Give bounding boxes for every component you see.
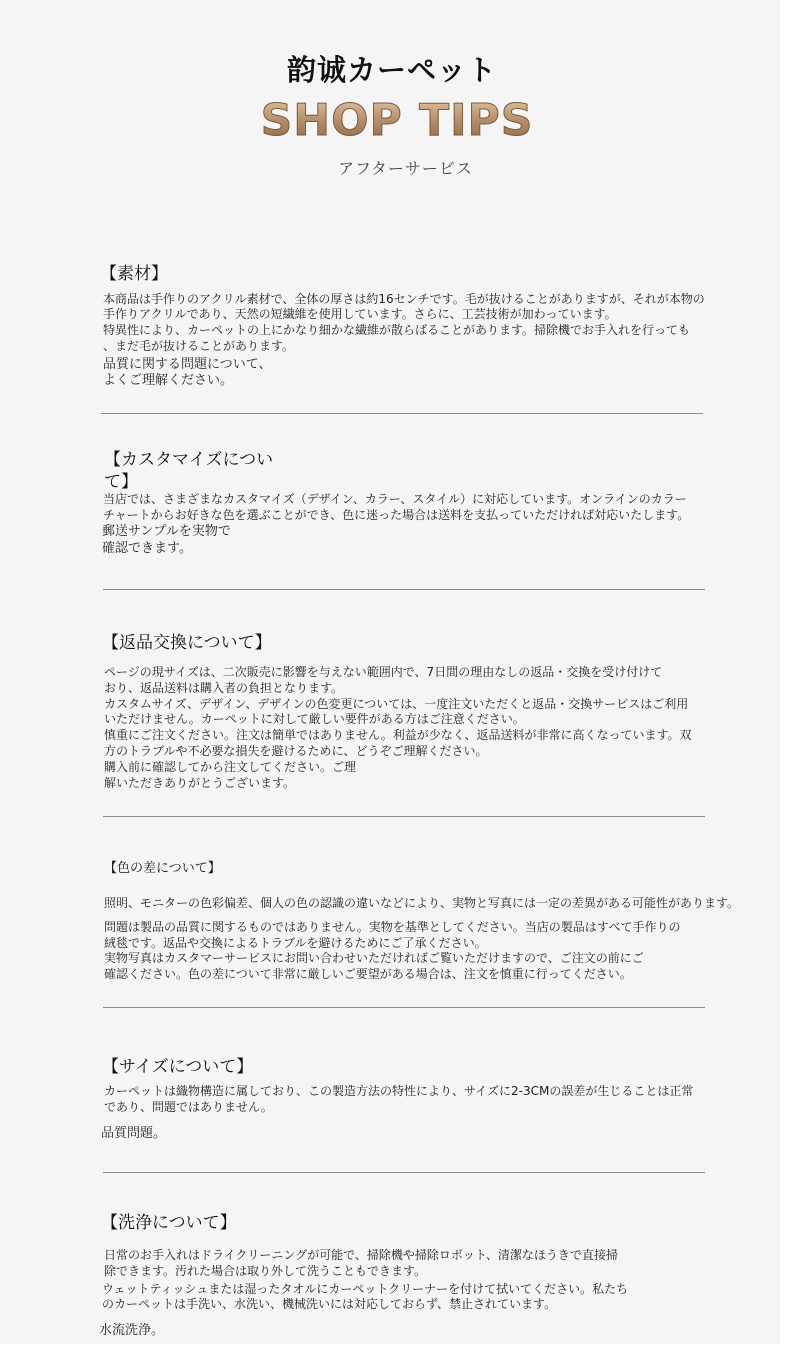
logo-subtitle: アフターサービス <box>338 159 473 178</box>
section-heading-color-difference: 【色の差について】 <box>104 861 221 876</box>
section-heading-size: 【サイズについて】 <box>102 1057 254 1077</box>
cleaning-line-3: ウェットティッシュまたは湿ったタオルにカーペットクリーナーを付けて拭いてください。私たち <box>102 1282 629 1296</box>
customize-line-3: 郵送サンプルを実物で <box>102 524 231 539</box>
material-line-1: 本商品は手作りのアクリル素材で、全体の厚さは約16センチです。毛が抜けることがありますが、それが本物の <box>103 292 705 306</box>
returns-line-3: カスタムサイズ、デザイン、デザインの色変更については、一度注文いただくと返品・交換サービスはご利用 <box>104 697 689 711</box>
cleaning-line-2: 除できます。汚れた場合は取り外して洗うこともできます。 <box>104 1264 427 1278</box>
color-line-2: 問題は製品の品質に関するものではありません。実物を基準としてください。当店の製品はすべて手作りの <box>104 920 681 934</box>
divider-2 <box>103 589 705 590</box>
returns-line-2: おり、返品送料は購入者の負担となります。 <box>104 681 344 695</box>
material-line-3: 特異性により、カーペットの上にかなり細かな繊維が散らばることがあります。掃除機でお手入れを行っても <box>103 323 691 337</box>
section-heading-returns: 【返品交換について】 <box>102 633 272 653</box>
cleaning-line-5: 水流洗浄。 <box>99 1323 165 1338</box>
material-line-4: 、まだ毛が抜けることがあります。 <box>103 339 295 353</box>
color-line-4: 実物写真はカスタマーサービスにお問い合わせいただければご覧いただけますので、ご注文の前にご <box>104 951 644 965</box>
returns-line-4: いただけません。カーペットに対して厳しい要件がある方はご注意ください。 <box>104 712 525 726</box>
section-heading-cleaning: 【洗浄について】 <box>101 1213 237 1233</box>
returns-line-1: ページの現サイズは、二次販売に影響を与えない範囲内で、7日間の理由なしの返品・交換を受け付けて <box>104 665 663 679</box>
customize-line-2: チャートからお好きな色を選ぶことができ、色に迷った場合は送料を支払っていただければ対応いたします。 <box>103 508 690 522</box>
shop-tips-logo-text: SHOP TIPS <box>260 95 534 146</box>
returns-line-6: 方のトラブルや不必要な損失を避けるために、どうぞご理解ください。 <box>104 744 488 758</box>
shop-tips-logo <box>260 90 534 152</box>
size-line-1: カーペットは織物構造に属しており、この製造方法の特性により、サイズに2-3CMの誤差が生じることは正常 <box>104 1084 694 1098</box>
color-line-1: 照明、モニターの色彩偏差、個人の色の認識の違いなどにより、実物と写真には一定の差異がある可能性があります。 <box>104 896 740 910</box>
section-heading-material: 【素材】 <box>100 264 168 284</box>
returns-line-5: 慎重にご注文ください。注文は簡単ではありません。利益が少なく、返品送料が非常に高くなっています。双 <box>104 728 692 742</box>
size-line-3: 品質問題。 <box>101 1126 167 1141</box>
color-line-5: 確認ください。色の差について非常に厳しいご要望がある場合は、注文を慎重に行ってください。 <box>104 967 632 981</box>
divider-4 <box>103 1007 705 1008</box>
customize-line-4: 確認できます。 <box>102 541 192 556</box>
size-line-2: であり、問題ではありません。 <box>104 1100 273 1114</box>
cleaning-line-1: 日常のお手入れはドライクリーニングが可能で、掃除機や掃除ロボット、清潔なほうきで直接掃 <box>104 1248 618 1262</box>
material-line-6: よくご理解ください。 <box>103 373 234 388</box>
color-line-3: 絨毯です。返品や交換によるトラブルを避けるためにご了承ください。 <box>104 936 487 950</box>
section-heading-customize: 【カスタマイズについて】 <box>104 450 274 492</box>
divider-5 <box>103 1172 705 1173</box>
cleaning-line-4: のカーペットは手洗い、水洗い、機械洗いには対応しておらず、禁止されています。 <box>102 1297 557 1311</box>
divider-1 <box>101 413 703 414</box>
material-line-5: 品質に関する問題について、 <box>103 357 272 372</box>
shop-name: 韵诚カーペット <box>287 53 498 87</box>
material-line-2: 手作りアクリルであり、天然の短繊維を使用しています。さらに、工芸技術が加わっています。 <box>103 307 617 321</box>
customize-line-1: 当店では、さまざまなカスタマイズ（デザイン、カラー、スタイル）に対応しています。オンラインのカラー <box>103 492 687 506</box>
divider-3 <box>103 816 705 817</box>
returns-line-8: 解いただきありがとうございます。 <box>104 776 296 790</box>
returns-line-7: 購入前に確認してから注文してください。ご理 <box>104 760 357 774</box>
